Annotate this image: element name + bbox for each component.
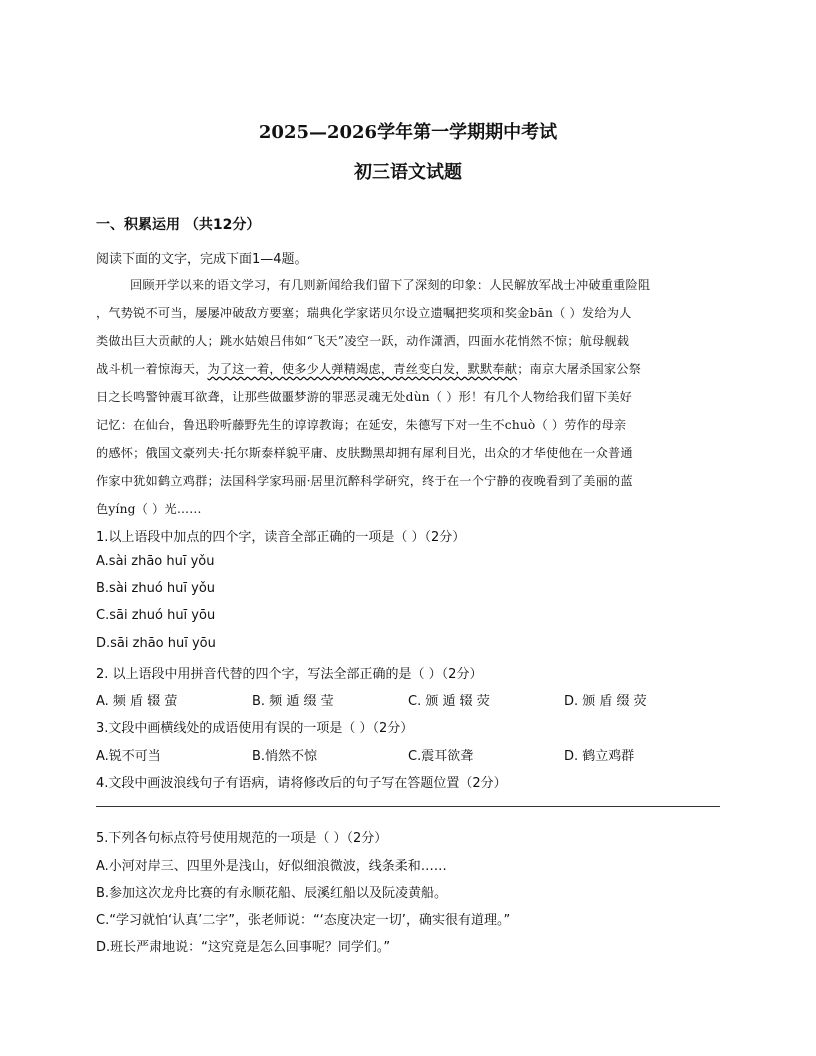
passage-line: 回顾开学以来的语文学习，有几则新闻给我们留下了深刻的印象：人民解放军战士冲破重重险阻 [130,278,651,292]
question-2-option-d: D. 颁 盾 缀 荧 [564,694,647,709]
exam-subtitle: 初三语文试题 [354,162,462,183]
passage-line: 记忆：在仙台，鲁迅聆听藤野先生的谆谆教诲；在延安，朱德写下对一生不chuò（ ）劳作的母亲 [96,418,627,432]
question-2-option-c: C. 颁 遁 辍 荧 [408,694,490,709]
question-3-option-c: C.震耳欲聋 [408,749,474,764]
passage-line: 色yíng（ ）光…… [96,502,202,516]
passage-line [96,360,720,377]
question-5-option-a: A.小河对岸三、四里外是浅山，好似细浪微波，线条柔和…… [96,859,447,874]
question-3-option-b: B.悄然不惊 [252,749,318,764]
passage-line: ，气势锐不可当，屡屡冲破敌方要塞；瑞典化学家诺贝尔设立遗嘱把奖项和奖金bān（ ）发给为人 [96,306,632,320]
question-2-option-b: B. 频 遁 缀 莹 [252,694,334,709]
section-heading: 一、积累运用 （共12分） [96,217,261,233]
passage-text: ；南京大屠杀国家公祭 [517,362,642,376]
passage-text: 战斗机一着惊海天， [96,362,208,376]
question-5-option-c: C.“学习就怕‘认真’二字”，张老师说：“‘态度决定一切’，确实很有道理。” [96,913,511,928]
passage-line: 类做出巨大贡献的人；跳水姑娘吕伟如“飞天”凌空一跃，动作潇洒，四面水花悄然不惊；航母舰载 [96,334,630,348]
question-5-stem: 5.下列各句标点符号使用规范的一项是（ ）（2分） [96,831,388,846]
question-3-stem: 3.文段中画横线处的成语使用有误的一项是（ ）（2分） [96,721,414,736]
passage-line: 日之长鸣警钟震耳欲聋，让那些做噩梦游的罪恶灵魂无处dùn（ ）形！有几个人物给我们留下美好 [96,390,633,404]
exam-title: 2025—2026学年第一学期期中考试 [258,122,558,143]
passage-line: 的感怀；俄国文豪列夫·托尔斯泰样貌平庸、皮肤黝黑却拥有犀利目光，出众的才华使他在一众普通 [96,446,633,460]
question-3-option-d: D. 鹤立鸡群 [564,749,635,764]
question-1-stem: 1.以上语段中加点的四个字，读音全部正确的一项是（ ）（2分） [96,530,466,545]
question-1-option-a: A.sài zhāo huī yǒu [96,554,215,569]
question-2-option-a: A. 频 盾 辍 萤 [96,694,178,709]
question-4-stem: 4.文段中画波浪线句子有语病，请将修改后的句子写在答题位置（2分） [96,776,507,791]
question-5-option-b: B.参加这次龙舟比赛的有永顺花船、辰溪红船以及阮凌黄船。 [96,886,448,901]
passage-line: 作家中犹如鹤立鸡群；法国科学家玛丽·居里沉醉科学研究，终于在一个宁静的夜晚看到了美丽的蓝 [96,474,633,488]
question-1-option-c: C.sāi zhuó huī yōu [96,608,216,623]
reading-instruction: 阅读下面的文字，完成下面1—4题。 [96,252,308,267]
question-1-option-d: D.sāi zhāo huī yōu [96,636,216,651]
wavy-underlined-sentence: 为了这一着，使多少人弹精竭虑，青丝变白发，默默奉献 [207,362,518,376]
question-5-option-d: D.班长严肃地说：“这究竟是怎么回事呢？同学们。” [96,940,391,955]
answer-line[interactable] [96,806,720,807]
question-2-stem: 2. 以上语段中用拼音代替的四个字，写法全部正确的是（ ）（2分） [96,667,483,682]
question-1-option-b: B.sài zhuó huī yǒu [96,581,216,596]
question-3-option-a: A.锐不可当 [96,749,161,764]
